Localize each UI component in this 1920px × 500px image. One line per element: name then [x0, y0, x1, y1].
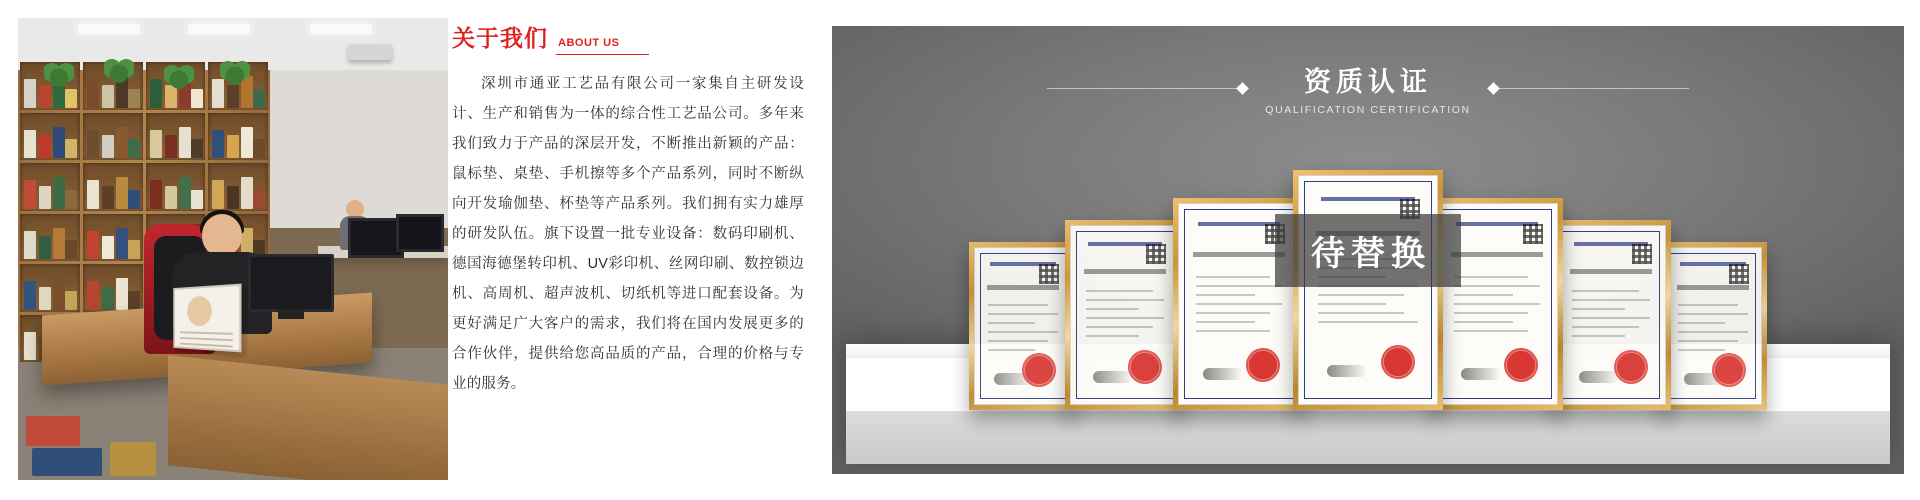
shelf-cell	[208, 163, 268, 211]
certificate-frame[interactable]	[969, 242, 1077, 410]
shelf-cell	[83, 163, 143, 211]
floor-item	[26, 416, 80, 446]
plant-icon	[44, 62, 74, 88]
certification-title-en: QUALIFICATION CERTIFICATION	[1265, 104, 1471, 116]
ceiling-light-icon	[310, 24, 372, 34]
certificate-frame[interactable]	[1065, 220, 1185, 410]
shelf-cell	[20, 214, 80, 262]
certificate-frame[interactable]	[1551, 220, 1671, 410]
company-office-photo	[18, 18, 448, 480]
certification-title-cn: 资质认证	[1303, 67, 1432, 97]
shelf-cell	[83, 113, 143, 161]
shelf-cell	[20, 113, 80, 161]
about-title-en: ABOUT US	[558, 37, 625, 49]
shelf-cell	[83, 264, 143, 312]
about-body-text: 深圳市通亚工艺品有限公司一家集自主研发设计、生产和销售为一体的综合性工艺品公司。多年来我们致力于产品的深层开发，不断推出新颖的产品：鼠标垫、桌垫、手机擦等多个产品系列，同时不断纵向开发瑜伽垫、杯垫等产品系列。我们拥有实力雄厚的研发队伍。旗下设置一批专业设备：数码印刷机、德国海德堡转印机、UV彩印机、丝网印刷、数控锁边机、高周机、超声波机、切纸机等进口配套设备。为更好满足广大客户的需求，我们将在国内发展更多的合作伙伴，提供给您高品质的产品，合理的价格与专业的服务。	[452, 76, 804, 392]
placeholder-badge: 待替换	[1275, 214, 1461, 287]
diamond-rule-right-icon	[1489, 88, 1689, 89]
monitor-icon	[396, 214, 444, 252]
shelf-cell	[83, 214, 143, 262]
about-us-section	[452, 20, 804, 480]
shelf-cell	[20, 264, 80, 312]
photo-scene	[18, 18, 448, 480]
certification-titles	[1265, 60, 1470, 116]
desk-front-panel	[168, 355, 448, 480]
desk-calendar	[173, 284, 241, 353]
certificate-frame[interactable]	[1659, 242, 1767, 410]
laptop-screen	[248, 254, 334, 312]
floor-item	[110, 442, 156, 476]
shelf-cell	[146, 163, 206, 211]
diamond-rule-left-icon	[1047, 88, 1247, 89]
qualification-certification-banner	[832, 26, 1904, 474]
certificate-frame-featured[interactable]	[1293, 170, 1443, 410]
plant-icon	[220, 60, 250, 86]
ceiling-light-icon	[188, 24, 250, 34]
about-us-heading	[452, 20, 804, 53]
certification-heading	[832, 60, 1904, 116]
shelf-cell	[20, 163, 80, 211]
about-title-cn: 关于我们	[452, 25, 548, 51]
ceiling-light-icon	[78, 24, 140, 34]
floor-item	[32, 448, 102, 476]
plant-icon	[104, 58, 134, 84]
shelf-cell	[208, 113, 268, 161]
projector-icon	[348, 44, 392, 60]
plant-icon	[164, 64, 194, 90]
shelf-cell	[146, 113, 206, 161]
